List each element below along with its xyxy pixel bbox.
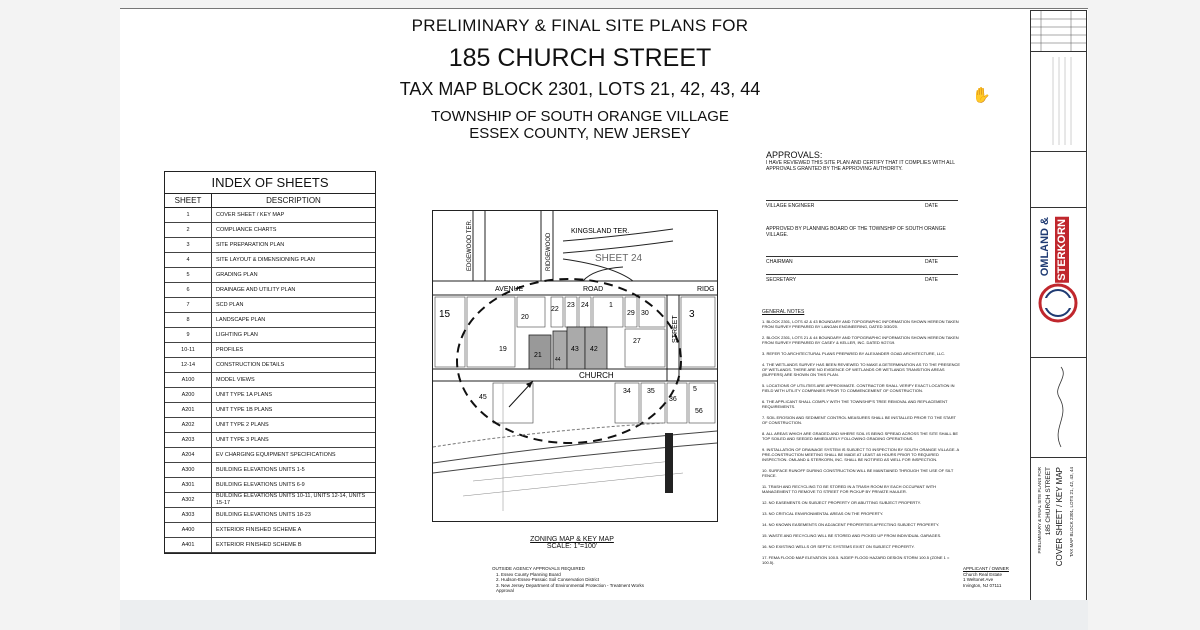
index-sheet-number: A401 [165, 538, 212, 553]
firm-name-b: STERKORN [1056, 219, 1068, 281]
index-sheet-number: A100 [165, 373, 212, 388]
index-sheet-number: A302 [165, 493, 212, 508]
map-street-ridge: RIDG [697, 286, 715, 293]
lot-label: 21 [534, 352, 542, 359]
agency-item: 2. Hudson-Essex-Passaic Soil Conservation District [496, 577, 600, 582]
notes-panel [1031, 51, 1086, 152]
lot-label: 23 [567, 302, 575, 309]
index-row [165, 508, 375, 523]
index-row [165, 403, 375, 418]
index-row [165, 208, 375, 223]
general-note: 9. INSTALLATION OF DRAINAGE SYSTEM IS SUBJECT TO INSPECTION BY SOUTH ORANGE VILLAGE. A PRE-CONSTRUCTION MEETING SHALL BE MADE AT LEAST 48 HOURS PRIOR TO REQUIRED INSPECTION. OMLAND & STERKORN, INC. SHALL BE NOTIFIED AS WELL FOR INSPECTION. [762, 447, 959, 462]
map-street-street: STREET [672, 315, 679, 343]
engineer-signature-panel [1031, 357, 1086, 458]
index-sheet-description: GRADING PLAN [212, 268, 376, 283]
index-sheet-description: BUILDING ELEVATIONS UNITS 6-9 [212, 478, 376, 493]
general-note: 2. BLOCK 2301, LOTS 21 & 44 BOUNDARY AND TOPOGRAPHIC INFORMATION SHOWN HEREON TAKEN FROM SURVEY PREPARED BY CASEY & KELLER, INC. DATED 9/27/19. [762, 335, 959, 345]
map-sheet-label: SHEET 24 [595, 253, 643, 264]
map-street-kingsland: KINGSLAND TER. [571, 228, 630, 235]
general-note: 4. THE WETLANDS SURVEY HAS BEEN REVIEWED TO MAKE A DETERMINATION AS TO THE PRESENCE OF WETLANDS. THERE ARE NO EVIDENCE OF WETLANDS OR WETLANDS TRANSITION AREAS (BUFFERS) ARE SHOWN ON THIS PLAN. [762, 362, 961, 377]
notes-list [762, 319, 962, 565]
map-street-avenue: AVENUE [495, 286, 524, 293]
index-table [165, 194, 375, 553]
lot-label: 24 [581, 302, 589, 309]
seal-panel [1031, 151, 1086, 208]
tb-tax-line: TAX MAP BLOCK 2301, LOTS 21, 42, 43, 44 [1069, 467, 1074, 558]
map-caption [512, 536, 632, 550]
index-header-row [165, 194, 375, 208]
lot-label: 44 [555, 357, 561, 363]
revision-table [1031, 11, 1086, 52]
tb-sheet-title: COVER SHEET / KEY MAP [1055, 467, 1064, 567]
general-note: 3. REFER TO ARCHITECTURAL PLANS PREPARED BY ALEXANDER GOAD ARCHITECTURE, LLC. [762, 351, 946, 356]
index-row [165, 328, 375, 343]
sheet-border [120, 8, 1088, 9]
index-sheet-description: UNIT TYPE 1B PLANS [212, 403, 376, 418]
index-sheet-description: MODEL VIEWS [212, 373, 376, 388]
index-row [165, 283, 375, 298]
index-sheet-description: DRAINAGE AND UTILITY PLAN [212, 283, 376, 298]
tb-project: 185 CHURCH STREET [1045, 467, 1052, 536]
lot-label: 19 [499, 346, 507, 353]
general-note: 1. BLOCK 2301, LOTS 42 & 43 BOUNDARY AND TOPOGRAPHIC INFORMATION SHOWN HEREON TAKEN FROM SURVEY PREPARED BY LANGAN ENGINEERING, DATED 3/30/20. [762, 319, 959, 329]
index-sheet-description: COMPLIANCE CHARTS [212, 223, 376, 238]
lot-label: 56 [695, 408, 703, 415]
index-sheet-number: A300 [165, 463, 212, 478]
owner-line: Irvington, NJ 07111 [963, 582, 1002, 588]
agency-list [492, 572, 662, 594]
index-sheet-description: SITE LAYOUT & DIMENSIONING PLAN [212, 253, 376, 268]
index-sheet-number: A204 [165, 448, 212, 463]
index-sheet-description: PROFILES [212, 343, 376, 358]
index-row [165, 433, 375, 448]
index-row [165, 223, 375, 238]
index-sheet-number: 3 [165, 238, 212, 253]
chairman-label: CHAIRMAN [766, 259, 793, 265]
map-drawing [433, 211, 717, 521]
general-notes [762, 310, 962, 571]
general-note: 10. SURFACE RUNOFF DURING CONSTRUCTION WILL BE MAINTAINED THROUGH THE USE OF SILT FENCE. [762, 468, 954, 478]
index-row [165, 418, 375, 433]
general-note: 17. FEMA FLOOD MAP ELEVATION 100.5. NJDEP FLOOD HAZARD DESIGN STORM 100.5 (ZONE 1 = 100.5). [762, 555, 950, 565]
general-note: 16. NO EXISTING WELLS OR SEPTIC SYSTEMS EXIST ON SUBJECT PROPERTY. [762, 544, 915, 549]
map-street-ridgewood: RIDGEWOOD [546, 232, 552, 271]
signature-scribble [1031, 357, 1086, 457]
index-row [165, 388, 375, 403]
lot-label: 20 [521, 314, 529, 321]
lot-label: 36 [669, 396, 677, 403]
index-row [165, 238, 375, 253]
date-label: DATE [925, 277, 938, 283]
owner-line: Church Real Estate [963, 571, 1003, 577]
index-sheet-number: 10-11 [165, 343, 212, 358]
lot-label: 30 [641, 310, 649, 317]
agency-title: OUTSIDE AGENCY APPROVALS REQUIRED [492, 566, 585, 571]
index-sheet-description: LIGHTING PLAN [212, 328, 376, 343]
index-sheet-description: UNIT TYPE 2 PLANS [212, 418, 376, 433]
index-sheet-number: 7 [165, 298, 212, 313]
index-col-sheet: SHEET [165, 194, 212, 208]
village-engineer-label: VILLAGE ENGINEER [766, 203, 815, 209]
plan-subtitle: PRELIMINARY & FINAL SITE PLANS FOR [411, 16, 749, 35]
lot-label: 1 [609, 302, 613, 309]
index-row [165, 448, 375, 463]
index-row [165, 373, 375, 388]
index-of-sheets [164, 171, 376, 554]
index-sheet-description: CONSTRUCTION DETAILS [212, 358, 376, 373]
index-body [165, 208, 375, 553]
index-sheet-description: COVER SHEET / KEY MAP [212, 208, 376, 223]
date-label: DATE [925, 259, 938, 265]
index-sheet-number: A400 [165, 523, 212, 538]
general-note: 12. NO EASEMENTS ON SUBJECT PROPERTY OR ABUTTING SUBJECT PROPERTY. [762, 500, 921, 505]
index-sheet-description: SCD PLAN [212, 298, 376, 313]
viewer-bottom-bar [120, 600, 1088, 630]
map-street-road: ROAD [583, 286, 604, 293]
map-street-edgewood: EDGEWOOD TER. [467, 219, 473, 271]
index-sheet-number: 4 [165, 253, 212, 268]
index-sheet-number: A200 [165, 388, 212, 403]
signature-line [766, 274, 958, 275]
lot-label: 27 [633, 338, 641, 345]
index-sheet-number: 6 [165, 283, 212, 298]
index-col-description: DESCRIPTION [212, 194, 376, 208]
index-sheet-description: BUILDING ELEVATIONS UNITS 18-23 [212, 508, 376, 523]
index-row [165, 253, 375, 268]
index-sheet-number: 9 [165, 328, 212, 343]
general-note: 6. THE APPLICANT SHALL COMPLY WITH THE TOWNSHIP'S TREE REMOVAL AND REPLACEMENT REQUIREMENTS. [762, 399, 948, 409]
index-sheet-number: A201 [165, 403, 212, 418]
index-sheet-description: UNIT TYPE 1A PLANS [212, 388, 376, 403]
index-sheet-number: 1 [165, 208, 212, 223]
approvals-title: APPROVALS: [766, 150, 823, 160]
zoning-key-map [432, 210, 718, 522]
approvals-block [766, 150, 966, 172]
index-sheet-description: BUILDING ELEVATIONS UNITS 10-11, UNITS 12-14, UNITS 15-17 [212, 493, 376, 508]
index-row [165, 268, 375, 283]
general-note: 14. NO KNOWN EASEMENTS ON ADJACENT PROPERTIES AFFECTING SUBJECT PROPERTY. [762, 522, 940, 527]
index-sheet-description: UNIT TYPE 3 PLANS [212, 433, 376, 448]
general-note: 13. NO CRITICAL ENVIRONMENTAL AREAS ON THE PROPERTY. [762, 511, 884, 516]
index-sheet-number: 8 [165, 313, 212, 328]
firm-name-a: OMLAND & [1039, 217, 1051, 277]
agency-item: 3. New Jersey Department of Environmental Protection - Treatment Works Approval [496, 582, 644, 593]
index-sheet-number: 2 [165, 223, 212, 238]
general-note: 5. LOCATIONS OF UTILITIES ARE APPROXIMATE. CONTRACTOR SHALL VERIFY EXACT LOCATION IN FIELD WITH UTILITY COMPANIES PRIOR TO COMMENCEMENT OF CONSTRUCTION. [762, 383, 955, 393]
lot-label: 45 [479, 394, 487, 401]
index-sheet-description: LANDSCAPE PLAN [212, 313, 376, 328]
notes-title: GENERAL NOTES [762, 309, 805, 315]
signature-line [766, 256, 958, 257]
index-row [165, 358, 375, 373]
index-sheet-number: 5 [165, 268, 212, 283]
signature-line [766, 200, 958, 201]
map-scale: SCALE: 1"=100' [546, 543, 598, 550]
lot-label: 15 [439, 309, 451, 320]
sheet-title-panel [1031, 457, 1086, 601]
lot-label: 42 [590, 346, 598, 353]
index-row [165, 298, 375, 313]
general-note: 7. SOIL EROSION AND SEDIMENT CONTROL MEASURES SHALL BE INSTALLED PRIOR TO THE START OF CONSTRUCTION. [762, 415, 956, 425]
lot-label: 5 [693, 386, 697, 393]
applicant-owner [963, 566, 1023, 588]
index-sheet-number: 12-14 [165, 358, 212, 373]
index-row [165, 478, 375, 493]
map-street-church: CHURCH [579, 371, 614, 380]
hand-cursor-icon: ✋ [972, 87, 991, 104]
index-row [165, 493, 375, 508]
lot-label: 43 [571, 346, 579, 353]
index-sheet-number: A202 [165, 418, 212, 433]
index-sheet-description: EXTERIOR FINISHED SCHEME A [212, 523, 376, 538]
index-sheet-number: A303 [165, 508, 212, 523]
owner-line: 1 Weltonet Ave [963, 577, 994, 582]
township-line: TOWNSHIP OF SOUTH ORANGE VILLAGE [431, 108, 729, 125]
index-sheet-number: A301 [165, 478, 212, 493]
index-title: INDEX OF SHEETS [165, 172, 375, 194]
general-note: 8. ALL AREAS WHICH ARE GRADED AND WHERE SOIL IS BEING SPREAD ACROSS THE SITE SHALL BE TOP SOILED AND SEEDED IMMEDIATELY FOLLOWING GRADING OPERATIONS. [762, 431, 958, 441]
location-lines [300, 108, 860, 142]
general-note: 11. TRASH AND RECYCLING TO BE STORED IN A TRASH ROOM BY EACH OCCUPANT WITH MANAGEMENT TO REMOVE TO STREET FOR PICKUP BY PRIVATE HAULER. [762, 484, 937, 494]
lot-label: 29 [627, 310, 635, 317]
date-label: DATE [925, 203, 938, 209]
index-row [165, 523, 375, 538]
lot-label: 35 [647, 388, 655, 395]
index-sheet-number: A203 [165, 433, 212, 448]
county-line: ESSEX COUNTY, NEW JERSEY [469, 125, 691, 142]
title-block [1030, 10, 1087, 602]
index-sheet-description: SITE PREPARATION PLAN [212, 238, 376, 253]
agency-item: 1. Essex County Planning Board [496, 571, 561, 577]
lot-label: 22 [551, 306, 559, 313]
index-sheet-description: EV CHARGING EQUIPMENT SPECIFICATIONS [212, 448, 376, 463]
planning-board-text: APPROVED BY PLANNING BOARD OF THE TOWNSHIP OF SOUTH ORANGE VILLAGE. [766, 226, 946, 238]
tb-project-sub: PRELIMINARY & FINAL SITE PLANS FOR [1037, 467, 1042, 554]
index-row [165, 463, 375, 478]
outside-agency-approvals [492, 566, 662, 594]
approvals-text: I HAVE REVIEWED THIS SITE PLAN AND CERTIFY THAT IT COMPLIES WITH ALL APPROVALS GRANTED BY THE APPROVING AUTHORITY. [766, 160, 955, 172]
secretary-label: SECRETARY [766, 277, 797, 283]
firm-logo-panel [1031, 207, 1086, 358]
lot-label: 34 [623, 388, 631, 395]
lot-label: 3 [689, 309, 695, 320]
index-row [165, 313, 375, 328]
index-sheet-description: BUILDING ELEVATIONS UNITS 1-5 [212, 463, 376, 478]
index-row [165, 343, 375, 358]
index-row [165, 538, 375, 553]
owner-title: APPLICANT / OWNER [963, 566, 1009, 571]
plan-title: 185 CHURCH STREET [448, 44, 712, 72]
revision-grid [1031, 11, 1086, 51]
tax-map-line: TAX MAP BLOCK 2301, LOTS 21, 42, 43, 44 [399, 79, 761, 99]
map-caption-title: ZONING MAP & KEY MAP [530, 536, 614, 543]
general-note: 15. WASTE AND RECYCLING WILL BE STORED AND PICKED UP FROM INDIVIDUAL GARAGES. [762, 533, 942, 538]
notes-panel-lines [1031, 51, 1086, 151]
index-sheet-description: EXTERIOR FINISHED SCHEME B [212, 538, 376, 553]
